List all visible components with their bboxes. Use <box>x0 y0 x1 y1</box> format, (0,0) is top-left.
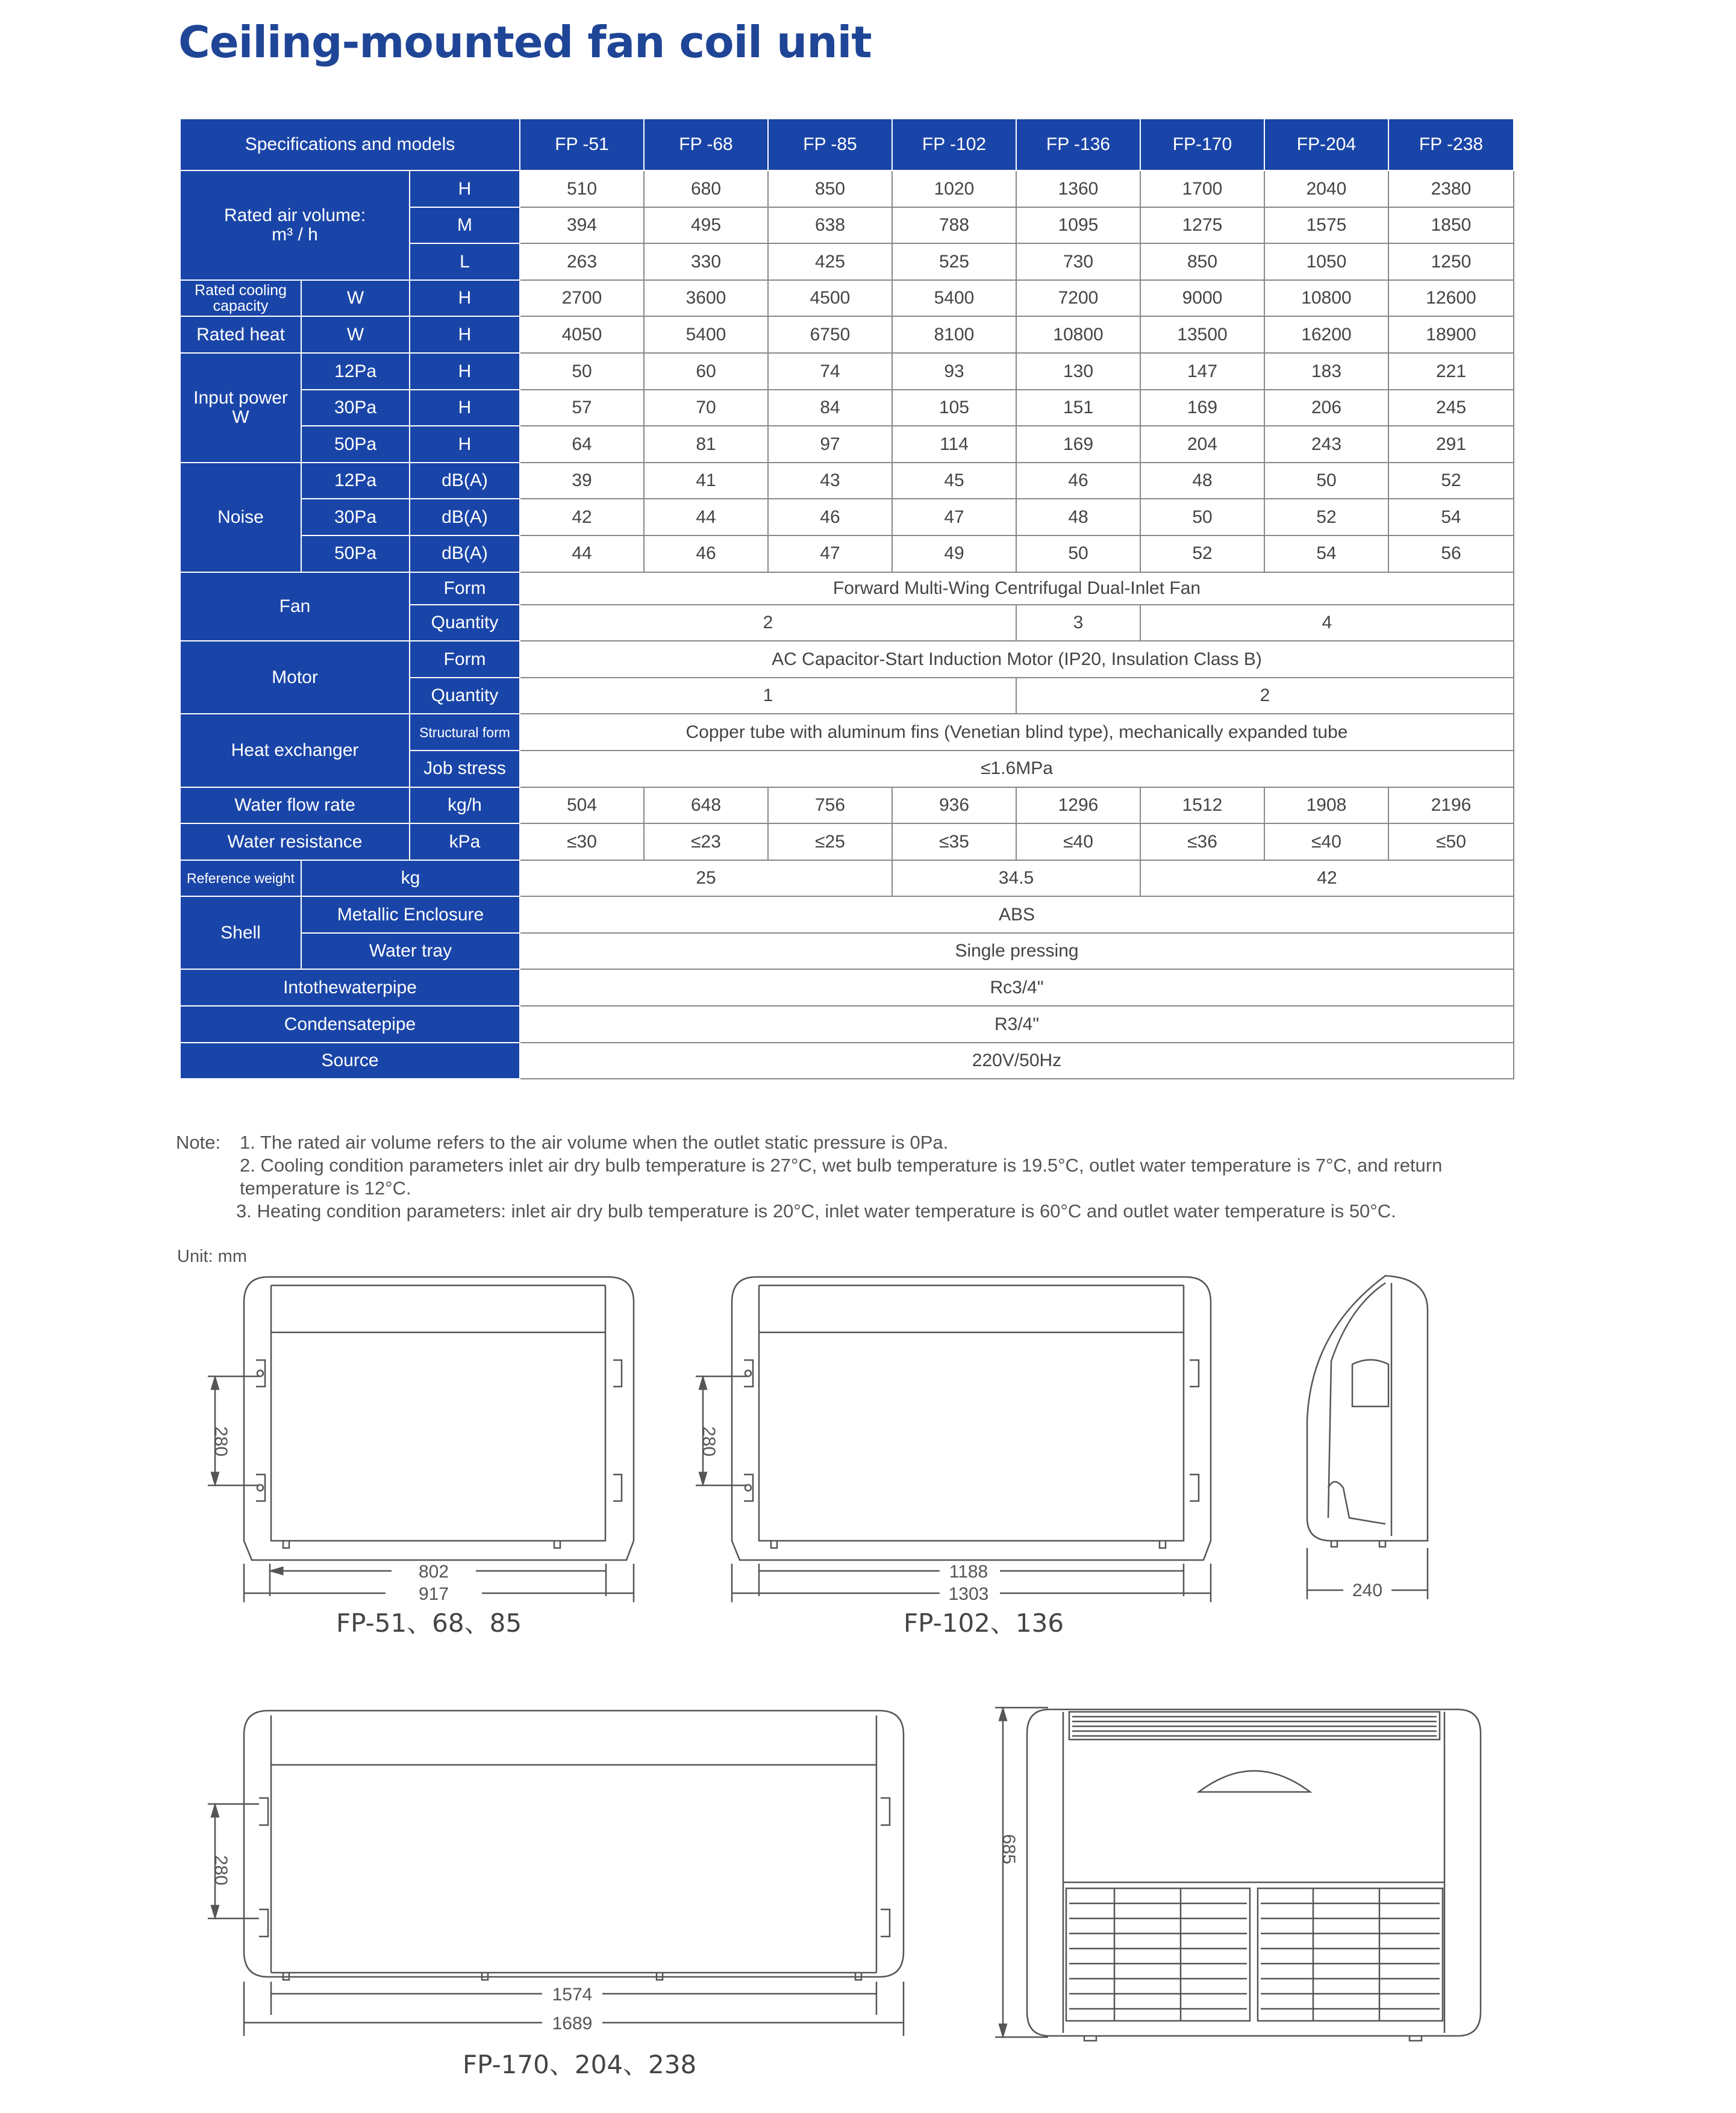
unit-label: dB(A) <box>410 499 520 535</box>
drawing-fp51-front <box>208 1277 634 1602</box>
cell: 105 <box>892 390 1016 426</box>
noise-label: Noise <box>180 463 301 572</box>
header-model: FP-204 <box>1264 119 1388 170</box>
input-power-label: Input power W <box>180 353 301 463</box>
cell: 1575 <box>1264 207 1388 244</box>
structural-form-label: Structural form <box>410 714 520 751</box>
dim-outer: 1303 <box>948 1584 989 1604</box>
cell: ≤30 <box>520 823 644 860</box>
cell: 93 <box>892 353 1016 390</box>
cell: 84 <box>768 390 892 426</box>
cell: 45 <box>892 463 1016 499</box>
cell: 1020 <box>892 170 1016 207</box>
cell: 3600 <box>644 280 768 317</box>
inlet-pipe-label: Intothewaterpipe <box>180 969 520 1006</box>
dim-height: 280 <box>211 1426 231 1457</box>
cell: 2 <box>1016 678 1514 714</box>
cell: 10800 <box>1016 316 1140 353</box>
cooling-label: Rated cooling capacity <box>180 280 301 317</box>
cell: 756 <box>768 787 892 824</box>
note-prefix: Note: <box>176 1132 221 1153</box>
cell: 425 <box>768 243 892 280</box>
cell: 16200 <box>1264 316 1388 353</box>
cell: 394 <box>520 207 644 244</box>
cell: 42 <box>1140 860 1514 897</box>
cell: 47 <box>768 535 892 572</box>
cell: 52 <box>1388 463 1514 499</box>
cell: 39 <box>520 463 644 499</box>
caption-fp102: FP-102、136 <box>904 1608 1064 1638</box>
cell: 263 <box>520 243 644 280</box>
pressure-label: 12Pa <box>301 463 410 499</box>
dim-outer: 1689 <box>552 2014 593 2033</box>
cell: 183 <box>1264 353 1388 390</box>
cell: ≤50 <box>1388 823 1514 860</box>
note-line: 1. The rated air volume refers to the air volume when the outlet static pressure is 0Pa. <box>240 1132 949 1153</box>
cell: 44 <box>644 499 768 535</box>
cell: 525 <box>892 243 1016 280</box>
cell: 50 <box>1140 499 1264 535</box>
dim-height: 280 <box>699 1426 719 1457</box>
cell: 47 <box>892 499 1016 535</box>
drawing-fp102-front <box>696 1277 1211 1602</box>
header-model: FP -85 <box>768 119 892 170</box>
unit-label: W <box>301 316 410 353</box>
pressure-label: 30Pa <box>301 390 410 426</box>
cell: 245 <box>1388 390 1514 426</box>
cell: 204 <box>1140 426 1264 463</box>
cell: 4 <box>1140 605 1514 641</box>
cell: 206 <box>1264 390 1388 426</box>
weight-label: Reference weight <box>180 860 301 897</box>
level-label: L <box>410 243 520 280</box>
unit-label: W <box>301 280 410 317</box>
cell: 60 <box>644 353 768 390</box>
cell: 57 <box>520 390 644 426</box>
dim-height: 280 <box>211 1855 231 1886</box>
pressure-label: 50Pa <box>301 426 410 463</box>
drawing-grille-view <box>995 1708 1481 2041</box>
pressure-label: 30Pa <box>301 499 410 535</box>
cell: 41 <box>644 463 768 499</box>
cell: 46 <box>1016 463 1140 499</box>
header-model: FP -102 <box>892 119 1016 170</box>
cell: 4050 <box>520 316 644 353</box>
cell: 330 <box>644 243 768 280</box>
cell: 850 <box>768 170 892 207</box>
cell: 9000 <box>1140 280 1264 317</box>
cell: 64 <box>520 426 644 463</box>
cell: 648 <box>644 787 768 824</box>
cell: 18900 <box>1388 316 1514 353</box>
shell-label: Shell <box>180 896 301 969</box>
cell: 97 <box>768 426 892 463</box>
cell: Single pressing <box>520 933 1514 970</box>
cell: 1850 <box>1388 207 1514 244</box>
cell: 680 <box>644 170 768 207</box>
cell: 1050 <box>1264 243 1388 280</box>
cell: 81 <box>644 426 768 463</box>
cell: 1095 <box>1016 207 1140 244</box>
dim-height: 685 <box>999 1834 1019 1865</box>
unit-label: dB(A) <box>410 463 520 499</box>
cell: 1 <box>520 678 1016 714</box>
cell: 12600 <box>1388 280 1514 317</box>
cell: 151 <box>1016 390 1140 426</box>
cell: 114 <box>892 426 1016 463</box>
cell: 936 <box>892 787 1016 824</box>
cell: 5400 <box>892 280 1016 317</box>
cell: ≤1.6MPa <box>520 751 1514 787</box>
cell: 13500 <box>1140 316 1264 353</box>
drawing-side-view <box>1307 1276 1428 1599</box>
water-resistance-label: Water resistance <box>180 823 410 860</box>
cell: 169 <box>1140 390 1264 426</box>
dim-inner: 802 <box>418 1562 449 1582</box>
cell: 48 <box>1140 463 1264 499</box>
quantity-label: Quantity <box>410 678 520 714</box>
level-label: H <box>410 390 520 426</box>
caption-fp51: FP-51、68、85 <box>336 1608 522 1638</box>
cell: 788 <box>892 207 1016 244</box>
cell: 730 <box>1016 243 1140 280</box>
cell: 1700 <box>1140 170 1264 207</box>
cell: ≤40 <box>1264 823 1388 860</box>
fan-form: Forward Multi-Wing Centrifugal Dual-Inlet Fan <box>520 572 1514 605</box>
cell: ≤36 <box>1140 823 1264 860</box>
pressure-label: 12Pa <box>301 353 410 390</box>
cell: 52 <box>1140 535 1264 572</box>
cell: 25 <box>520 860 892 897</box>
cell: 8100 <box>892 316 1016 353</box>
note-line: 3. Heating condition parameters: inlet air dry bulb temperature is 20°C, inlet water temperature is 60°C and outlet water temperature is 50°C. <box>236 1200 1396 1222</box>
source-label: Source <box>180 1043 520 1079</box>
note-line: temperature is 12°C. <box>240 1178 411 1199</box>
water-tray-label: Water tray <box>301 933 520 970</box>
cell: 2380 <box>1388 170 1514 207</box>
dim-depth: 240 <box>1352 1581 1383 1600</box>
cell: 44 <box>520 535 644 572</box>
header-model: FP -238 <box>1388 119 1514 170</box>
cell: 2700 <box>520 280 644 317</box>
unit-label: kPa <box>410 823 520 860</box>
cell: 6750 <box>768 316 892 353</box>
cell: 74 <box>768 353 892 390</box>
cell: 42 <box>520 499 644 535</box>
cell: 49 <box>892 535 1016 572</box>
header-model: FP -136 <box>1016 119 1140 170</box>
note-line: 2. Cooling condition parameters inlet air dry bulb temperature is 27°C, wet bulb temperature is 19.5°C, outlet water temperature is 7°C, and return <box>240 1155 1443 1176</box>
heat-exchanger-label: Heat exchanger <box>180 714 410 787</box>
dim-outer: 917 <box>418 1584 449 1604</box>
cell: 50 <box>520 353 644 390</box>
cell: 52 <box>1264 499 1388 535</box>
cell: 46 <box>644 535 768 572</box>
cell: 850 <box>1140 243 1264 280</box>
cell: 147 <box>1140 353 1264 390</box>
cell: 243 <box>1264 426 1388 463</box>
cell: 10800 <box>1264 280 1388 317</box>
cell: 638 <box>768 207 892 244</box>
cell: 4500 <box>768 280 892 317</box>
cell: 56 <box>1388 535 1514 572</box>
form-label: Form <box>410 572 520 605</box>
caption-fp170: FP-170、204、238 <box>463 2050 697 2079</box>
cell: ≤40 <box>1016 823 1140 860</box>
cell: ≤23 <box>644 823 768 860</box>
cell: 50 <box>1016 535 1140 572</box>
cell: 510 <box>520 170 644 207</box>
cell: Rc3/4" <box>520 969 1514 1006</box>
header-model: FP -68 <box>644 119 768 170</box>
unit-label: dB(A) <box>410 535 520 572</box>
cell: R3/4" <box>520 1006 1514 1043</box>
cell: 169 <box>1016 426 1140 463</box>
unit-label: Unit: mm <box>177 1247 247 1266</box>
cell: ABS <box>520 896 1514 933</box>
water-flow-label: Water flow rate <box>180 787 410 824</box>
cell: 2040 <box>1264 170 1388 207</box>
header-model: FP -51 <box>520 119 644 170</box>
level-label: H <box>410 316 520 353</box>
cell: 2 <box>520 605 1016 641</box>
cell: 291 <box>1388 426 1514 463</box>
enclosure-label: Metallic Enclosure <box>301 896 520 933</box>
cell: 54 <box>1264 535 1388 572</box>
cell: 504 <box>520 787 644 824</box>
cell: 2196 <box>1388 787 1514 824</box>
cell: 1908 <box>1264 787 1388 824</box>
cell: 1296 <box>1016 787 1140 824</box>
heat-exchanger-form: Copper tube with aluminum fins (Venetian blind type), mechanically expanded tube <box>520 714 1514 751</box>
unit-label: kg/h <box>410 787 520 824</box>
cell: 221 <box>1388 353 1514 390</box>
cell: 1250 <box>1388 243 1514 280</box>
dim-inner: 1574 <box>552 1985 593 2005</box>
cell: 54 <box>1388 499 1514 535</box>
cell: 3 <box>1016 605 1140 641</box>
level-label: H <box>410 280 520 317</box>
cell: 1360 <box>1016 170 1140 207</box>
cell: ≤35 <box>892 823 1016 860</box>
cell: 1512 <box>1140 787 1264 824</box>
level-label: M <box>410 207 520 244</box>
cell: ≤25 <box>768 823 892 860</box>
condensate-pipe-label: Condensatepipe <box>180 1006 520 1043</box>
quantity-label: Quantity <box>410 605 520 641</box>
header-spec: Specifications and models <box>180 119 520 170</box>
fan-label: Fan <box>180 572 410 641</box>
level-label: H <box>410 353 520 390</box>
header-model: FP-170 <box>1140 119 1264 170</box>
page-title: Ceiling-mounted fan coil unit <box>178 17 872 67</box>
cell: 34.5 <box>892 860 1140 897</box>
pressure-label: 50Pa <box>301 535 410 572</box>
cell: 43 <box>768 463 892 499</box>
cell: 220V/50Hz <box>520 1043 1514 1079</box>
level-label: H <box>410 170 520 207</box>
heat-label: Rated heat <box>180 316 301 353</box>
motor-label: Motor <box>180 641 410 714</box>
rated-air-volume-label: Rated air volume: m³ / h <box>180 170 410 280</box>
cell: 46 <box>768 499 892 535</box>
motor-form: AC Capacitor-Start Induction Motor (IP20, Insulation Class B) <box>520 641 1514 678</box>
cell: 50 <box>1264 463 1388 499</box>
job-stress-label: Job stress <box>410 751 520 787</box>
cell: 495 <box>644 207 768 244</box>
level-label: H <box>410 426 520 463</box>
cell: 5400 <box>644 316 768 353</box>
dim-inner: 1188 <box>949 1562 988 1582</box>
cell: 7200 <box>1016 280 1140 317</box>
unit-label: kg <box>301 860 520 897</box>
cell: 130 <box>1016 353 1140 390</box>
form-label: Form <box>410 641 520 678</box>
cell: 48 <box>1016 499 1140 535</box>
cell: 1275 <box>1140 207 1264 244</box>
cell: 70 <box>644 390 768 426</box>
